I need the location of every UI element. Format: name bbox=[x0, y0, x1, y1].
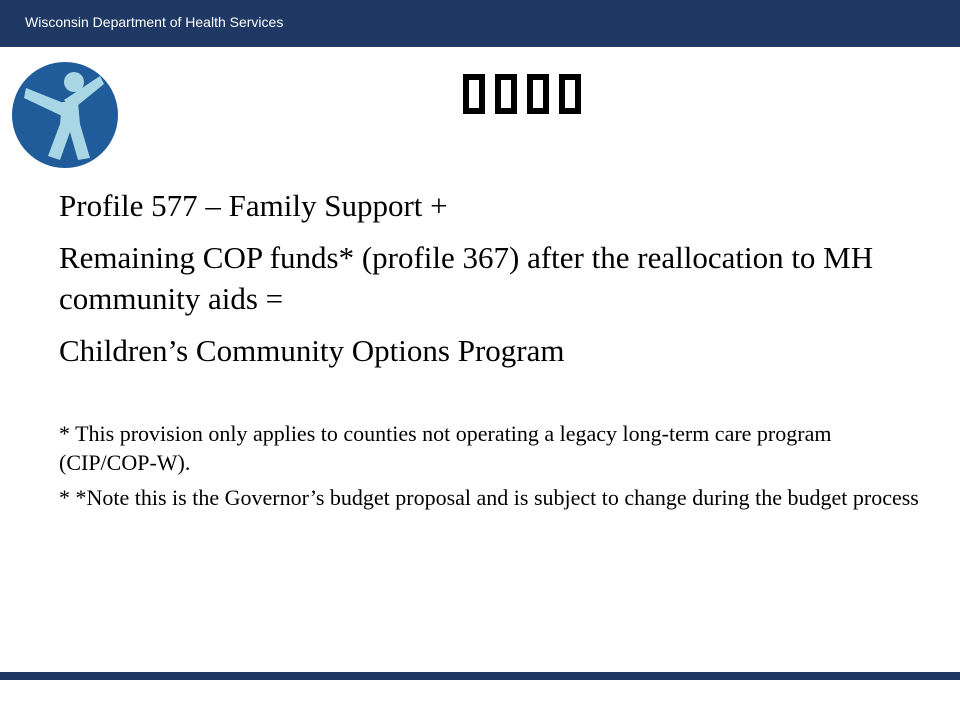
footnote-1: * This provision only applies to counties not operating a legacy long-term care program (CIP/COP-W). bbox=[59, 421, 832, 475]
formula-result: Children’s Community Options Program bbox=[59, 333, 565, 368]
slide-content bbox=[59, 185, 919, 518]
spacer bbox=[59, 382, 919, 419]
dhs-logo-icon bbox=[12, 62, 118, 168]
footer-bar bbox=[0, 672, 960, 680]
header-bar bbox=[0, 0, 960, 47]
title-glyphs-icon bbox=[459, 66, 589, 122]
footnote-2: * *Note this is the Governor’s budget proposal and is subject to change during the budget process bbox=[59, 485, 919, 510]
formula-line-2: Remaining COP funds* (profile 367) after the reallocation to MH community aids = bbox=[59, 240, 874, 316]
org-name: Wisconsin Department of Health Services bbox=[25, 14, 284, 30]
formula-line-1: Profile 577 – Family Support + bbox=[59, 188, 448, 223]
